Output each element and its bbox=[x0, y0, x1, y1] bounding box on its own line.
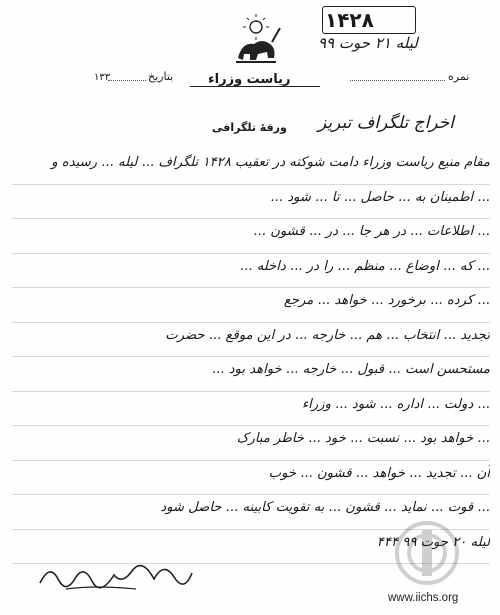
address-line: اخراج تلگراف تبریز bbox=[318, 113, 454, 133]
body-line: مقام منیع ریاست وزراء دامت شوکته در تعقیب ۱۴۲۸ تلگراف ... لیله ... رسیده و bbox=[12, 150, 490, 185]
office-title: ریاست وزراء bbox=[208, 72, 291, 87]
watermark-site: www.iichs.org bbox=[388, 592, 459, 604]
number-label: نمره bbox=[448, 70, 470, 83]
body-line: ... اطمینان به ... حاصل ... تا ... شود ... bbox=[12, 185, 490, 220]
body-line: ... کرده ... برخورد ... خواهد ... مرجع bbox=[12, 288, 490, 323]
body-line: ... اطلاعات ... در هر جا ... در ... قشون ... bbox=[12, 219, 490, 254]
date-dotted-line bbox=[108, 80, 146, 81]
body-line: مستحسن است ... قبول ... خارجه ... خواهد بود ... bbox=[12, 357, 490, 392]
institute-logo-icon bbox=[392, 520, 462, 586]
lion-and-sun-emblem-icon bbox=[228, 14, 284, 68]
body-line: لیله ۲۰ حوت ۹۹ ۴۴۴ bbox=[12, 530, 490, 565]
body-line: ... که ... اوضاع ... منظم ... را در ... داخله ... bbox=[12, 254, 490, 289]
document-number: ۱۴۲۸ bbox=[325, 8, 374, 32]
small-number: ۱۳۳ bbox=[94, 72, 111, 83]
date-label: بتاریخ bbox=[148, 70, 174, 83]
body-line: ... قوت ... نماید ... قشون ... به تقویت کابینه ... حاصل شود bbox=[12, 495, 490, 530]
body-line: ... دولت ... اداره ... شود ... وزراء bbox=[12, 392, 490, 427]
telegram-sheet-title: ورقهٔ تلگرافی bbox=[212, 121, 287, 134]
body-line: تجدید ... انتخاب ... هم ... خارجه ... در این موقع ... حضرت bbox=[12, 323, 490, 358]
handwritten-date: لیله ۲۱ حوت ۹۹ bbox=[318, 34, 418, 52]
number-dotted-line bbox=[350, 80, 445, 81]
body-line: ... خواهد بود ... نسبت ... خود ... خاطر مبارک bbox=[12, 426, 490, 461]
office-underline bbox=[190, 86, 320, 87]
body-line: آن ... تجدید ... خواهد ... قشون ... خوب bbox=[12, 461, 490, 496]
handwritten-body bbox=[12, 150, 490, 564]
handwritten-signature-icon bbox=[36, 555, 196, 595]
